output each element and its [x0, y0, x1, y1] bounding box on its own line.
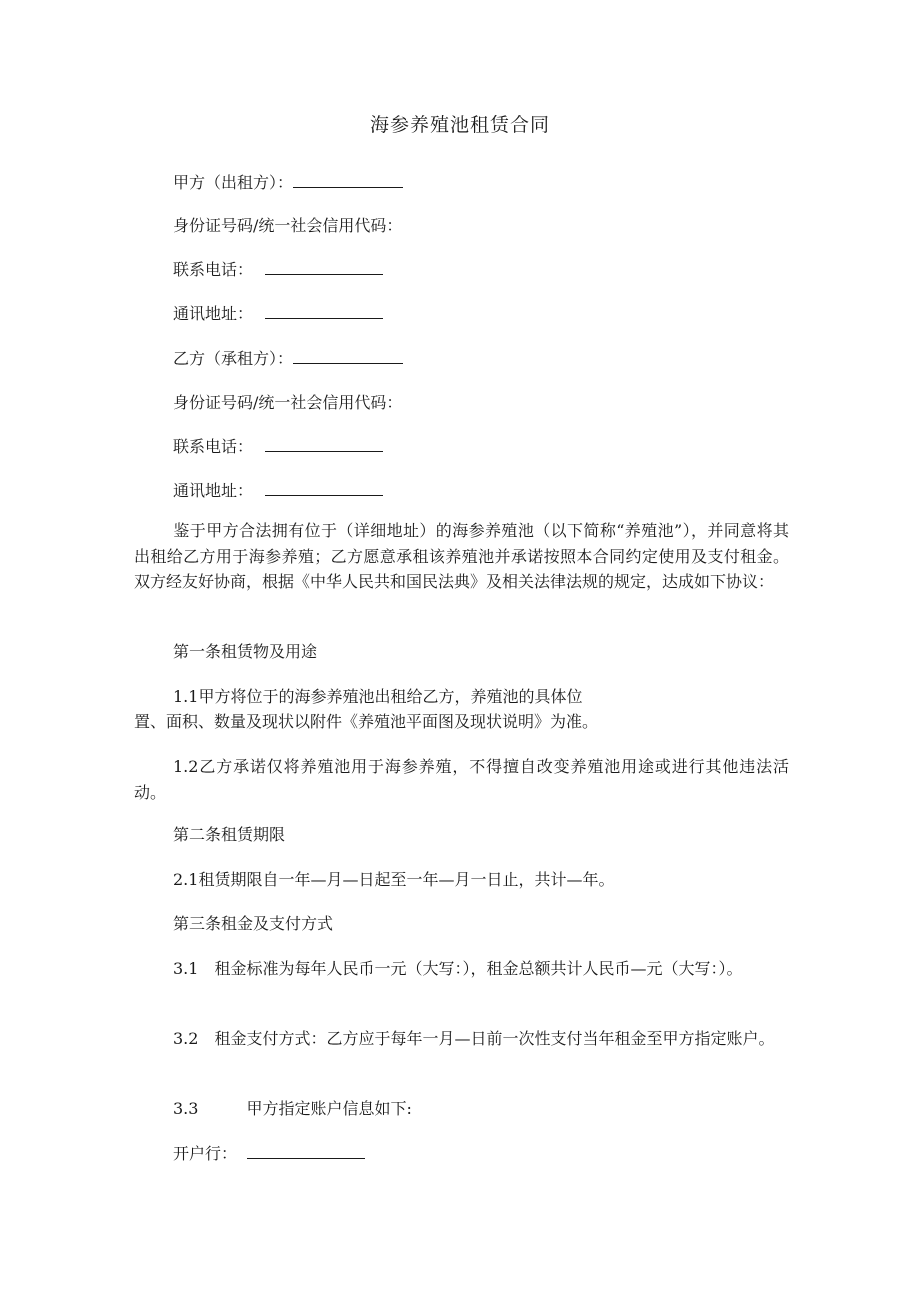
party-b-phone-label: 联系电话： — [173, 437, 254, 456]
party-b-address-line — [173, 480, 383, 502]
party-a-phone-line — [173, 259, 383, 281]
party-a-address-blank — [265, 304, 383, 319]
bank-line — [173, 1143, 365, 1165]
clause-3-3-line — [173, 1098, 412, 1120]
article3-heading: 第三条租金及支付方式 — [173, 914, 334, 933]
party-b-phone-line — [173, 436, 383, 458]
clause-1-1-line-a: 1.1甲方将位于的海参养殖池出租给乙方，养殖池的具体位 — [173, 687, 583, 706]
bank-label: 开户行： — [173, 1144, 238, 1163]
party-b-label: 乙方（承租方）： — [173, 349, 294, 368]
clause-1-1-line-b: 置、面积、数量及现状以附件《养殖池平面图及现状说明》为准。 — [134, 712, 599, 731]
bank-blank — [247, 1144, 365, 1159]
party-b-blank — [293, 349, 403, 364]
party-b-id-line — [173, 392, 402, 414]
clause-3-3-number: 3.3 — [173, 1099, 199, 1118]
party-a-id-label: 身份证号码/统一社会信用代码： — [173, 216, 403, 235]
article2-heading: 第二条租赁期限 — [173, 825, 286, 844]
article1-heading: 第一条租赁物及用途 — [173, 642, 318, 661]
party-a-address-line — [173, 303, 383, 325]
clause-1-2-paragraph — [134, 754, 789, 805]
preamble-text: 鉴于甲方合法拥有位于（详细地址）的海参养殖池（以下简称“养殖池”），并同意将其出租给乙方用于海参养殖；乙方愿意承租该养殖池并承诺按照本合同约定使用及支付租金。双方经友好协商，根据《中华人民共和国民法典》及相关法律法规的规定，达成如下协议： — [134, 521, 789, 591]
party-a-address-label: 通讯地址： — [173, 304, 254, 323]
party-a-blank — [293, 173, 403, 188]
party-a-line — [173, 172, 403, 194]
party-a-id-line — [173, 215, 402, 237]
clause-3-2-paragraph — [134, 1026, 789, 1052]
clause-3-3-text: 甲方指定账户信息如下: — [246, 1099, 412, 1118]
party-b-address-blank — [265, 481, 383, 496]
clause-3-1-text: 3.1 租金标准为每年人民币一元（大写：），租金总额共计人民币—元（大写：）。 — [173, 959, 743, 978]
preamble-paragraph — [134, 518, 789, 595]
party-b-line — [173, 348, 403, 370]
party-a-phone-blank — [265, 260, 383, 275]
clause-3-1-paragraph — [134, 956, 789, 982]
party-b-address-label: 通讯地址： — [173, 481, 254, 500]
clause-3-2-text: 3.2 租金支付方式：乙方应于每年一月—日前一次性支付当年租金至甲方指定账户。 — [173, 1029, 775, 1048]
party-b-phone-blank — [265, 437, 383, 452]
party-b-id-label: 身份证号码/统一社会信用代码： — [173, 393, 403, 412]
clause-1-2-text: 1.2乙方承诺仅将养殖池用于海参养殖，不得擅自改变养殖池用途或进行其他违法活动。 — [134, 757, 789, 802]
party-a-label: 甲方（出租方）： — [173, 173, 294, 192]
document-title: 海参养殖池租赁合同 — [369, 114, 550, 136]
clause-2-1: 2.1租赁期限自一年—月—日起至一年—月一日止，共计—年。 — [173, 870, 615, 889]
party-a-phone-label: 联系电话： — [173, 260, 254, 279]
